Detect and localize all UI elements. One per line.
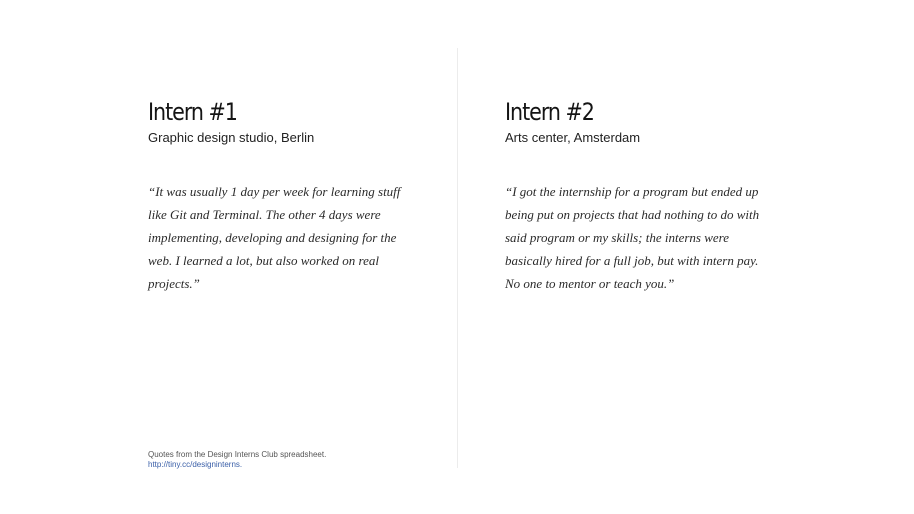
intern-2-title: Intern #2 — [505, 98, 594, 126]
intern-1-subtitle: Graphic design studio, Berlin — [148, 130, 315, 145]
footnote-text: Quotes from the Design Interns Club spreadsheet. — [148, 450, 327, 459]
intern-1-quote: “It was usually 1 day per week for learning stuff like Git and Terminal. The other 4 days were implementing, developing and designing for the web. I learned a lot, but also worked on real projects.” — [148, 184, 401, 291]
intern-2-subtitle: Arts center, Amsterdam — [505, 130, 641, 145]
intern-1-title: Intern #1 — [148, 98, 237, 126]
intern-1-card — [148, 96, 408, 295]
footnote-link-text[interactable]: http://tiny.cc/designinterns — [148, 459, 240, 469]
intern-2-card — [505, 96, 765, 295]
intern-2-quote: “I got the internship for a program but ended up being put on projects that had nothing to do with said program or my skills; the interns were basically hired for a full job, but with intern pay. No one to mentor or teach you.” — [505, 184, 760, 291]
source-footnote — [148, 450, 326, 469]
column-divider — [457, 48, 458, 468]
footnote-link-suffix: . — [239, 459, 243, 469]
footnote-link[interactable] — [148, 460, 326, 470]
